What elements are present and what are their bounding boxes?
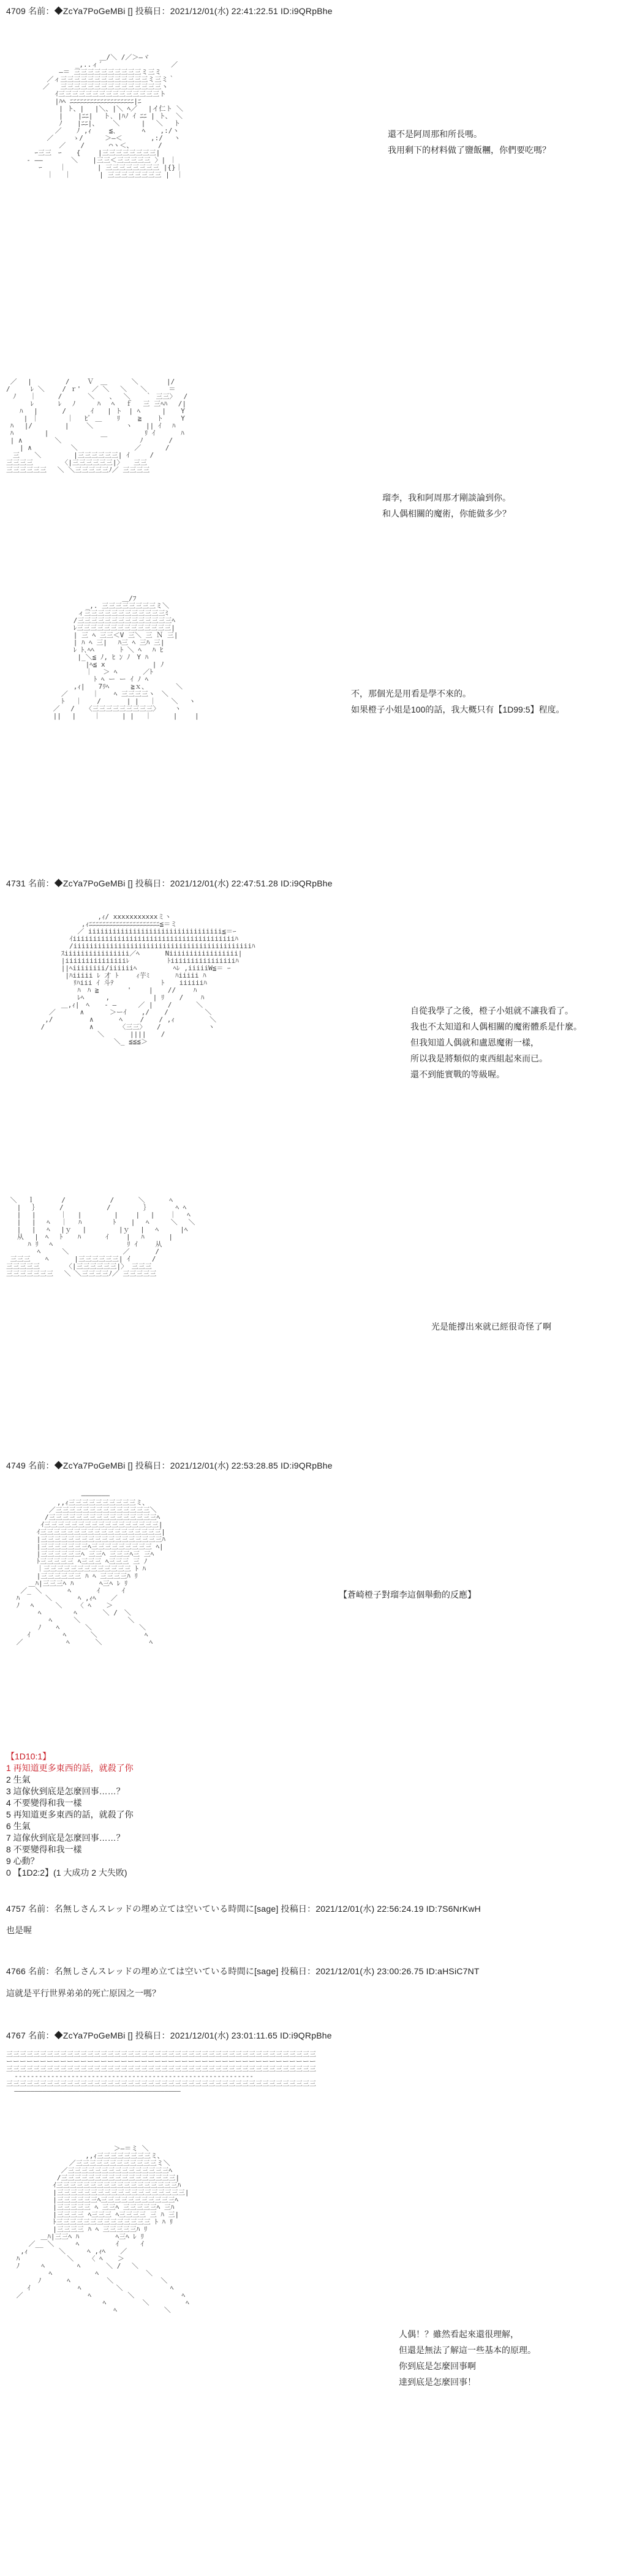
ascii-art-character: ,ｨ/ xxxxxxxxxxxミヽ ,ｨﾆﾆﾆﾆﾆﾆﾆﾆﾆﾆﾆﾆﾆﾆﾆﾆﾆﾆﾆﾆﾆ≦＝ミ ／ iiiiiiiiiiiiiiiiiiiiiiiiiiiiiiiii≦＝ｰ ｲiiiiiiiiiiiiiiiiiiiiiiiiiiiiiiiiiiiiiiiiﾊ /iiiiiiiiiiiiiiiiiiiiiiiiiiiiiiiiiiiiiiiiiiiiﾊ ｽiiiiiiiiiiiiiiii／ﾍ Niiiiiiiiiiiiiiiii| |iiiiiiiiiiiiiiiﾚ ﾄiiiiiiiiiiiiiiiiﾊ ||ﾍiiiiiiii/iiiiiiﾍ ﾍﾚ ,iiiiiW≦＝ ｰ |ﾊiiiii ﾚ 才 ﾄ ｨ芋ﾐ ﾊiiiii ﾊ ﾘﾊiii ｲ 斗ﾃ ﾄ iiiiiiﾊ ﾊ ﾊ ≧ ' | // ﾊ ﾚﾍ , | ﾘ / ﾊ ＿,ｨ| ﾍ ‐ ― ／ | / ＼ ／ ∧ ＞ーｲ ,/ / ＼ ,/ ∧ ﾍ / / ,ｨ ＼ / ∧ 〈三三〉 / ヽ ＼ |||| / ＼_ ≦≦≦＞ bbox=[40, 913, 255, 1046]
choice-item: 7 這傢伙到底是怎麼回事……？ bbox=[6, 1833, 125, 1843]
dialogue-4731-a bbox=[410, 1003, 582, 1082]
dialogue-line: 和人偶相關的魔術，你能做多少？ bbox=[382, 509, 511, 519]
choice-item: 1 再知道更多東西的話，就殺了你 bbox=[6, 1763, 134, 1773]
dice-result-list bbox=[6, 1751, 134, 1879]
choice-item: 2 生氣 bbox=[6, 1775, 31, 1784]
post-header-4767: 4767 名前：◆ZcYa7PoGeMBi [] 投稿日：2021/12/01(水) 23:01:11.65 ID:i9QRpBhe bbox=[6, 2031, 332, 2040]
dialogue-line: 人偶！？雖然看起來還很理解， bbox=[399, 2329, 519, 2339]
dialogue-4709-b bbox=[382, 490, 511, 522]
post-header-4731: 4731 名前：◆ZcYa7PoGeMBi [] 投稿日：2021/12/01(水) 22:47:51.28 ID:i9QRpBhe bbox=[6, 878, 333, 888]
dialogue-line: 還不是阿周那和所長嗎。 bbox=[388, 129, 482, 139]
dialogue-4767-a bbox=[399, 2326, 536, 2390]
choice-item: 6 生氣 bbox=[6, 1821, 31, 1831]
post-header-4757: 4757 名前：名無しさんスレッドの埋め立ては空いている時間に[sage] 投稿日：2021/12/01(水) 22:56:24.19 ID:7S6NrKwH bbox=[6, 1904, 481, 1914]
dialogue-line: 光是能撐出來就已經很奇怪了啊 bbox=[431, 1322, 551, 1331]
dialogue-line: 所以我是將類似的東西組起來而已。 bbox=[410, 1054, 548, 1063]
dialogue-4749-a bbox=[339, 1587, 476, 1603]
ascii-art-character: ＿/ﾌ _,. 三三三三三三三三ミ＼ ィ三三三三三三三三三三三三ﾐ /三三三三三三三三三三三三三三ﾍ ﾚ三三三三三三三三三三三三三三| | 三 ﾍ 三三＜V 三＼ 三 Ｎ 三| | ﾊ ﾍ 三| ﾊ三 ﾍ 三ﾊ 三| ﾚ ﾄ､ﾍﾍ ﾄ ＼ ﾍ ﾊ ﾋ |_＼≦ ﾉ, ﾋ ﾝ ﾉ Y ﾊ |ﾍ≦ x | ﾉ ｜ ＞ ﾍ ／ﾄ ﾄ ﾍ ー ー ｲ ﾉ ﾍ ,ｨ| 7ﾘﾍ ≧ｘ、 ＼ ／ ｜ ﾍ 三三三三ヽ ＼ ﾄ ｜ / | | ｜ ＼ ヽ ／ / 〈三三三三三三三三三〉 ヽ || | ｜ | | ｜ | | bbox=[53, 594, 199, 720]
ascii-art-character: ＼ ｌ / / ＼ ﾍ | ｝ / / ｝ ﾍ ﾍ | | ｜ | | | | ｜ ﾍ | | ﾍ ｜ ﾊ ﾄ | ﾍ ＼ ＼ | | ﾍ |ｙ | |ｙ | ﾍ |ﾍ 从 | ﾍ ﾄ ﾊ ｲ | ﾊ | ﾊ ﾘ ﾍ ﾘ ｲ 从 ﾍ ＼ ／ / 三三三 ﾍ |三三三三三三| ｲ / 三三三三三 〈|三三三三三三|〉 三三三 三三三三三三三 ＼ ＼三三三三ﾉ／ 三三三三三 bbox=[6, 1196, 195, 1278]
dialogue-line: 自從我學了之後，橙子小姐就不讓我看了。 bbox=[410, 1006, 573, 1016]
dialogue-line: 瑠李，我和阿周那才剛談論到你。 bbox=[382, 493, 511, 503]
dialogue-line: 但還是無法了解這一些基本的原理。 bbox=[399, 2345, 536, 2355]
dialogue-line: 如果橙子小姐是100的話，我大概只有【1D99:5】程度。 bbox=[351, 705, 565, 714]
dialogue-line: 【蒼崎橙子對瑠李這個舉動的反應】 bbox=[339, 1590, 476, 1600]
choice-item: 8 不要變得和我一樣 bbox=[6, 1844, 82, 1854]
post-body-4766: 這就是平行世界弟弟的死亡原因之一嗎？ bbox=[6, 1988, 160, 1998]
ascii-art-character: ＿/＼ /／＞―ヾ _,..ィ´ ／ ―＝ 三三三三三三三三三三ミ三ミ ／ィ三三三三三三三三三三三三三ミ三ミ｀ ／ 三三三三三三三三三三三三三三三ヽ ｲ三三三三三三三三三三三三三三三ト |ﾊﾍ ﾆﾆﾆﾆﾆﾆﾆﾆﾆﾆﾆﾆﾆﾆﾆﾆﾆﾆﾆ|ﾆ | ト、| |＼、|＼ ﾍ／ |イ仁ト ＼ | |ﾆﾆ| ト､ |ﾊﾉ ｲ ﾆﾆ | ト、 ＼ ﾉ |ﾆﾆ|、 ＼ | ＼ ト ／ ﾉ ,ｨ ≦､ ﾍ ,:/ヽ ／ ゝ/ ＞―＜ ,:/ ヽ ／ / ⌒ヽ＜、 / ｰ三三 ｰ { |三三三三三三三三| ‐ ―― ＼ |三三＜三三三三三 〉| ｜ ｰ ｜ | 三三三三三三三三 |{}｜ ｜ ｜ | 三三三三三三三三 | ｜ bbox=[26, 53, 183, 179]
dialogue-line: 達到底是怎麼回事！ bbox=[399, 2377, 476, 2387]
dialogue-line: 你到底是怎麼回事啊 bbox=[399, 2361, 476, 2371]
choice-item: 0 【1D2:2】(1 大成功 2 大失敗) bbox=[6, 1868, 127, 1878]
ascii-art-character: ／ | / Ｖ ＿ ＼ |/ / ﾚ ＼ / ｒ' ／ ＼ ＼ ＼ ＝ ﾉ ｜ / ＼ 、 ＼ ｀ 三三〉 / ﾚ ﾚ ﾉ ﾊ ﾍ ｆ 三 三ﾍﾊ /| ﾊ | / ｲ | ト | ﾍ | Y | ｜ ｜ ﾋﾞ ＿ ﾘ ≧ ト Y ﾊ |/ | ＼ ヽ || ｲ ﾊ ﾊ | ﾘ ｲ ﾊ | ∧ ＼ ￣ ﾉ / | ∧ ＼ ／ / 三 ＼ |三三三三三三| ｲ / 三三三三 〈|三三三三三三|〉 三三 三三三三三三 ＼ ＼三三三三三ﾉ／ 三三三三 bbox=[6, 378, 188, 474]
dialogue-line: 我也不太知道和人偶相關的魔術體系是什麼。 bbox=[410, 1022, 582, 1032]
dialogue-line: 不，那個光是用看是學不來的。 bbox=[351, 689, 471, 698]
ascii-art-character: ――――――― ,,ｨ三三三三三三三三三三ミ、 ／三三三三三三三三三三三三三三＼ /三三三三三三三三三三三三三三三三ﾍ ｲ三三三三三三三三三三三三三三三三三| ｲ三三三三三三三三三三三三三三三三三三| |三三三三三三三三三三三三三三三三三三ﾊ |三三三三三三三ﾍ三三三三三三三三三 ﾍ| |三三三三三三ﾍ 三三ﾍ 三三三ﾍ三 三ﾍ ﾄ三三三三三 ﾍ三三三 ﾍ三三三 三 ﾉ ｜三三三三三三三三三三三三三 ﾄ ﾊ |三三三三三三 ﾊ ﾍ 三三三三ﾊ ﾘ ＿ﾊ|三三三ﾍ ﾊ ﾍ三ﾍ ﾚ ﾘ ／_ ＼ ﾍ ｲ ｲ ﾊ ＼ ﾍ ,ｨﾍ ／ ﾉ ﾍ ＼ 〈 ﾍ ＞ ﾍ ﾍ ＼ / ＼ ﾍ ＼ ＼ ﾉ ﾍ ＼ ＼ ｲ ﾍ ＼ ﾍ ／ ﾍ ＼ ﾍ bbox=[16, 1491, 165, 1646]
dice-roll-1: 【1D10:1】 bbox=[6, 1751, 51, 1761]
post-header-4709: 4709 名前：◆ZcYa7PoGeMBi [] 投稿日：2021/12/01(水) 22:41:22.51 ID:i9QRpBhe bbox=[6, 6, 333, 16]
post-header-4766: 4766 名前：名無しさんスレッドの埋め立ては空いている時間に[sage] 投稿日：2021/12/01(水) 23:00:26.75 ID:aHSiC7NT bbox=[6, 1966, 480, 1976]
choice-item: 3 這傢伙到底是怎麼回事……？ bbox=[6, 1786, 125, 1796]
choice-item: 5 再知道更多東西的話，就殺了你 bbox=[6, 1810, 134, 1819]
dialogue-4709-c bbox=[351, 686, 565, 717]
ascii-art-background: 三三三三三三三三三三三三三三三三三三三三三三三三三三三三三三三三三三三三三三三三三三三三三三 ーーーーーーーーーーーーーーーーーーーーーーーーーーーーーーーーーーーーーーーーーーーーーー 三三三三三三三三三三三三三三三三三三三三三三三三三三三三三三三三三三三三三三三三三三三三三三 ‐‐‐‐‐‐‐‐‐‐‐‐‐‐‐‐‐‐‐‐‐‐‐‐‐‐‐‐‐‐‐‐‐‐‐‐‐‐‐‐‐‐‐‐‐‐‐‐‐‐‐‐‐‐‐‐‐‐‐ 三三三三三三三三三三三三三三三三三三三三三三三三三三三三三三三三三三三三三三三三三三三三三三 ――――――――――――――――――――――――――――――――――――――――― bbox=[6, 2050, 316, 2095]
dialogue-4709-a bbox=[388, 126, 551, 158]
ascii-art-character: ＞―＝ミ ＼ ,,ｨ三三三三三三三三ミ、 ／三三三三三三三三三三三三ミ＼ ／三三三三三三三三三三三三三三三ﾍ /三三三三三三三三三三三三三三三三三| ｲ三三三三三三三三三三三三三三三三三三ﾊ |三三三三三三三三三三三三三三三三三三三| |三三三三三三ﾍ三三三三三三三三三三三ﾍ |三三三三三 ﾍ 三三ﾍ 三三三三三ﾍ 三ﾊ |三三三三 ﾍ三三三 ﾍ三三三三 三 ﾊ 三| ﾄ三三三三三三三三三三三三三三 ﾄ ﾊ ﾘ |三三三三 ﾊ ﾍ 三三三三三ﾊ ﾘ ＿ﾊ|三三ﾍ ﾊ ﾍ三ﾍ ﾚ ﾘ ／__ ＼ ﾍ ｲ ｲ ,ｨ ＼ ﾍ ,ｨﾍ ／ ﾊ ＼ 〈 ﾍ ＞ ﾉ ﾍ ﾍ ＼ / ＼ ﾍ ﾍ ＼ ﾉ ﾍ ＼ ＼ ｲ ﾍ ＼ ﾍ ／ ﾍ ＼ ﾍ ﾍ ＼ ﾍ ﾍ ＼ bbox=[16, 2144, 189, 2314]
dialogue-4731-b bbox=[431, 1319, 551, 1335]
choice-item: 9 心動？ bbox=[6, 1856, 39, 1866]
dialogue-line: 我用剩下的材料做了鹽飯糰，你們要吃嗎？ bbox=[388, 145, 551, 155]
post-header-4749: 4749 名前：◆ZcYa7PoGeMBi [] 投稿日：2021/12/01(水) 22:53:28.85 ID:i9QRpBhe bbox=[6, 1461, 333, 1470]
dialogue-line: 但我知道人偶就和盧恩魔術一樣， bbox=[410, 1038, 539, 1047]
choice-item: 4 不要變得和我一樣 bbox=[6, 1798, 82, 1808]
post-body-4757: 也是喔 bbox=[6, 1925, 32, 1935]
dialogue-line: 還不到能實戰的等級喔。 bbox=[410, 1069, 505, 1079]
